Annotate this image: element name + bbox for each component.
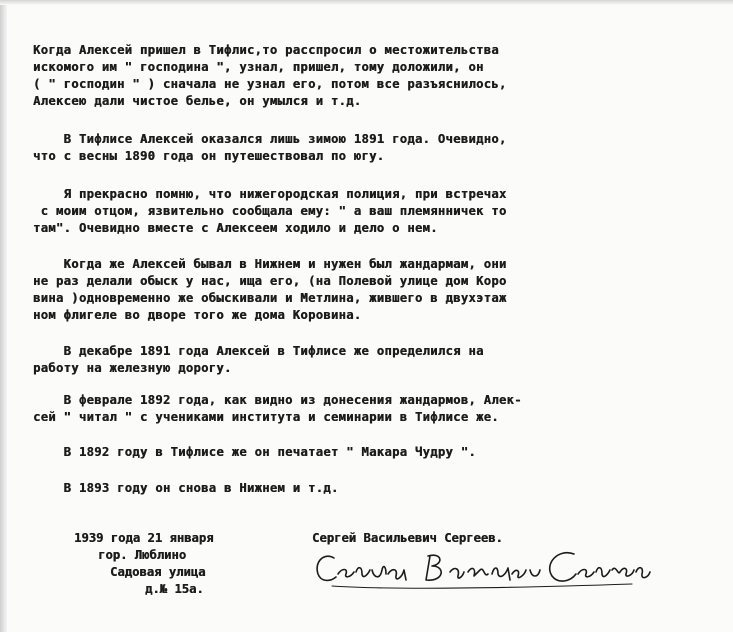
text-line: Алексею дали чистое белье, он умылся и т.д. [33, 94, 362, 108]
address-city: гор. Люблино [98, 548, 187, 562]
text-line: Когда же Алексей бывал в Нижнем и нужен был жандармам, они [33, 257, 507, 271]
address-street: Садовая улица [110, 565, 206, 579]
text-line: В декабре 1891 года Алексей в Тифлисе же определился на [33, 344, 484, 358]
text-line: В 1892 году в Тифлисе же он печатает " Макара Чудру ". [33, 445, 476, 459]
text-line: сей " читал " с учениками института и семинарии в Тифлисе же. [33, 410, 499, 424]
text-line: Когда Алексей пришел в Тифлис,то расспросил о местожительства [33, 43, 499, 57]
text-line: ном флигеле во дворе того же дома Коровина. [33, 308, 362, 322]
text-line: ( " господин " ) сначала не узнал его, потом все разъяснилось, [33, 77, 507, 91]
text-line: не раз делали обыск у нас, ища его, (на Полевой улице дом Коро [33, 274, 507, 288]
text-line: с моим отцом, язвительно сообщала ему: " а ваш племянничек то [33, 204, 507, 218]
text-line: В феврале 1892 года, как видно из донесения жандармов, Алек- [33, 393, 522, 407]
text-line: искомого им " господина ", узнал, пришел, тому доложили, он [33, 60, 484, 74]
text-line: что с весны 1890 года он путешествовал по югу. [33, 149, 385, 163]
text-line: Я прекрасно помню, что нижегородская полиция, при встречах [33, 187, 507, 201]
text-line: работу на железную дорогу. [33, 361, 232, 375]
page-top-edge [0, 0, 733, 5]
text-line: вина )одновременно же обыскивали и Метлина, жившего в двухэтаж [33, 291, 507, 305]
author-name: Сергей Васильевич Сергеев. [312, 531, 503, 545]
address-house: д.№ 15а. [145, 582, 204, 596]
handwritten-signature [312, 544, 652, 594]
text-line: В 1893 году он снова в Нижнем и т.д. [33, 481, 339, 495]
text-line: В Тифлисе Алексей оказался лишь зимою 1891 года. Очевидно, [33, 132, 507, 146]
letter-date: 1939 года 21 января [74, 531, 214, 545]
page-left-edge [0, 0, 7, 632]
text-line: там". Очевидно вместе с Алексеем ходило и дело о нем. [33, 221, 438, 235]
